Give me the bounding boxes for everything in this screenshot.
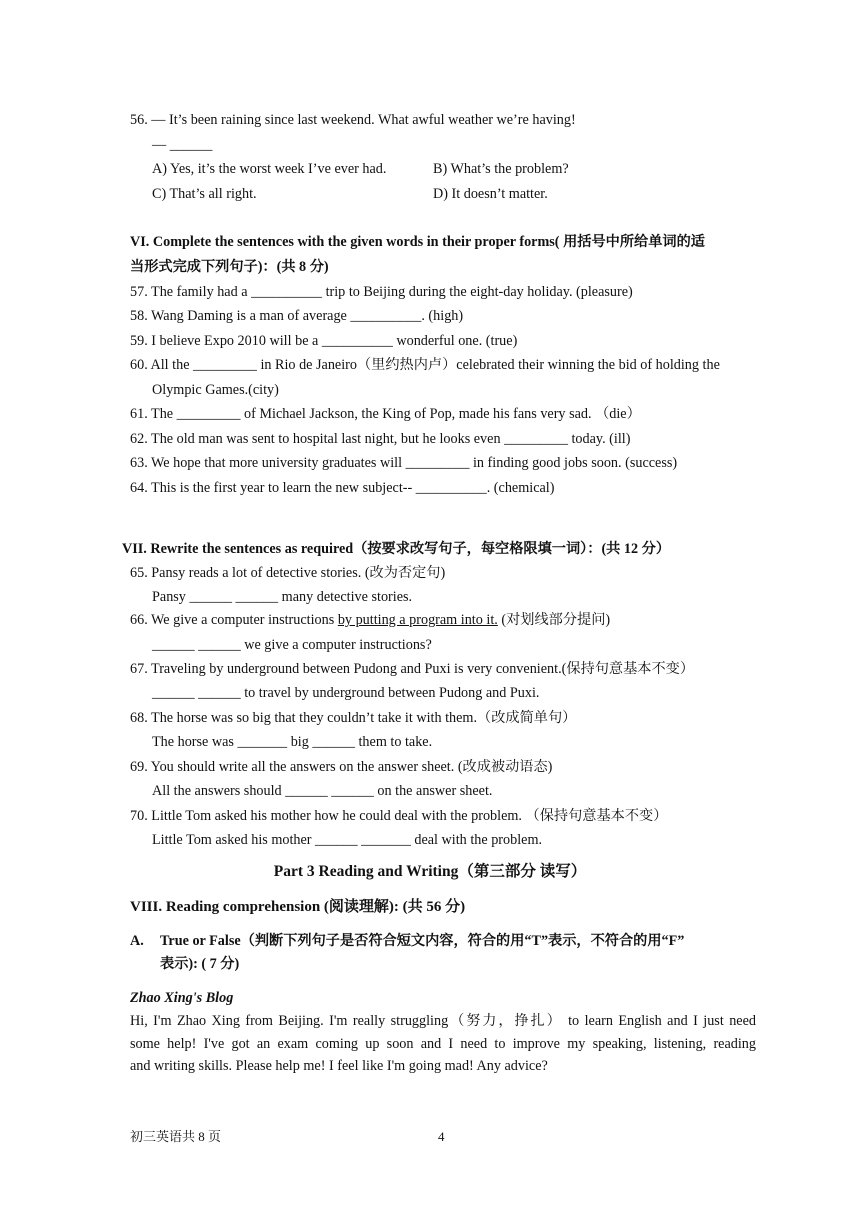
- q65-answer: Pansy ______ ______ many detective stories.: [152, 589, 413, 605]
- q60-continued: Olympic Games.(city): [152, 382, 279, 398]
- q70-answer: Little Tom asked his mother ______ _______ deal with the problem.: [152, 832, 543, 848]
- blog-paragraph-line2: some help! I've got an exam coming up soon and I need to improve my speaking, listening, reading: [130, 1036, 756, 1052]
- q62: 62. The old man was sent to hospital last night, but he looks even _________ today. (ill): [130, 431, 631, 447]
- part3-title: Part 3 Reading and Writing（第三部分 读写）: [273, 863, 587, 880]
- blog-paragraph-line3: and writing skills. Please help me! I feel like I'm going mad! Any advice?: [130, 1058, 548, 1074]
- section-viii-title: VIII. Reading comprehension (阅读理解): (共 56 分): [130, 899, 466, 915]
- q56-stem: 56. — It’s been raining since last weekend. What awful weather we’re having!: [130, 112, 576, 128]
- q67: 67. Traveling by underground between Pudong and Puxi is very convenient.(保持句意基本不变）: [130, 661, 695, 677]
- blog-paragraph-line1: Hi, I'm Zhao Xing from Beijing. I'm really struggling（努力，挣扎） to learn English and I just need: [130, 1013, 756, 1029]
- q66-underlined: by putting a program into it.: [337, 612, 498, 628]
- section-vii-title: VII. Rewrite the sentences as required（按要求改写句子，每空格限填一词）：(共 12 分）: [122, 541, 671, 557]
- q60: 60. All the _________ in Rio de Janeiro（里约热内卢）celebrated their winning the bid of holding the: [130, 357, 720, 373]
- section-a-label: A.: [130, 933, 144, 949]
- q66-text: 66. We give a computer instructions: [130, 612, 338, 628]
- q66-answer: ______ ______ we give a computer instructions?: [152, 637, 432, 653]
- q61: 61. The _________ of Michael Jackson, the King of Pop, made his fans very sad. （die）: [130, 406, 641, 422]
- q64: 64. This is the first year to learn the new subject-- __________. (chemical): [130, 480, 555, 496]
- q65: 65. Pansy reads a lot of detective stories. (改为否定句): [130, 565, 446, 581]
- q66-instruction: (对划线部分提问): [497, 612, 611, 628]
- q66: [130, 611, 610, 629]
- q56-blank: — ______: [152, 137, 213, 153]
- section-a-title-line1: True or False（判断下列句子是否符合短文内容，符合的用“T”表示，不符合的用“F”: [160, 933, 685, 949]
- q68-answer: The horse was _______ big ______ them to take.: [152, 734, 433, 750]
- q57: 57. The family had a __________ trip to Beijing during the eight-day holiday. (pleasure): [130, 284, 633, 300]
- q58: 58. Wang Daming is a man of average __________. (high): [130, 308, 464, 324]
- q69-answer: All the answers should ______ ______ on the answer sheet.: [152, 783, 493, 799]
- q63: 63. We hope that more university graduates will _________ in finding good jobs soon. (success): [130, 455, 678, 471]
- q56-option-d: D) It doesn’t matter.: [433, 186, 548, 202]
- section-vi-title-line1: VI. Complete the sentences with the given words in their proper forms( 用括号中所给单词的适: [130, 234, 705, 250]
- section-vi-title-line2: 当形式完成下列句子)：(共 8 分): [130, 259, 329, 275]
- q56-option-a: A) Yes, it’s the worst week I’ve ever had.: [152, 161, 387, 177]
- footer-page-number: 4: [438, 1129, 445, 1144]
- footer-page-count: 初三英语共 8 页: [130, 1129, 222, 1144]
- q70: 70. Little Tom asked his mother how he could deal with the problem. （保持句意基本不变）: [130, 808, 668, 824]
- q69: 69. You should write all the answers on the answer sheet. (改成被动语态): [130, 759, 553, 775]
- blog-title: Zhao Xing's Blog: [130, 990, 234, 1006]
- q56-option-b: B) What’s the problem?: [433, 161, 569, 177]
- q59: 59. I believe Expo 2010 will be a __________ wonderful one. (true): [130, 333, 518, 349]
- q67-answer: ______ ______ to travel by underground between Pudong and Puxi.: [152, 685, 540, 701]
- q56-option-c: C) That’s all right.: [152, 186, 257, 202]
- q68: 68. The horse was so big that they couldn’t take it with them.（改成简单句）: [130, 710, 577, 726]
- section-a-title-line2: 表示): ( 7 分): [160, 956, 240, 972]
